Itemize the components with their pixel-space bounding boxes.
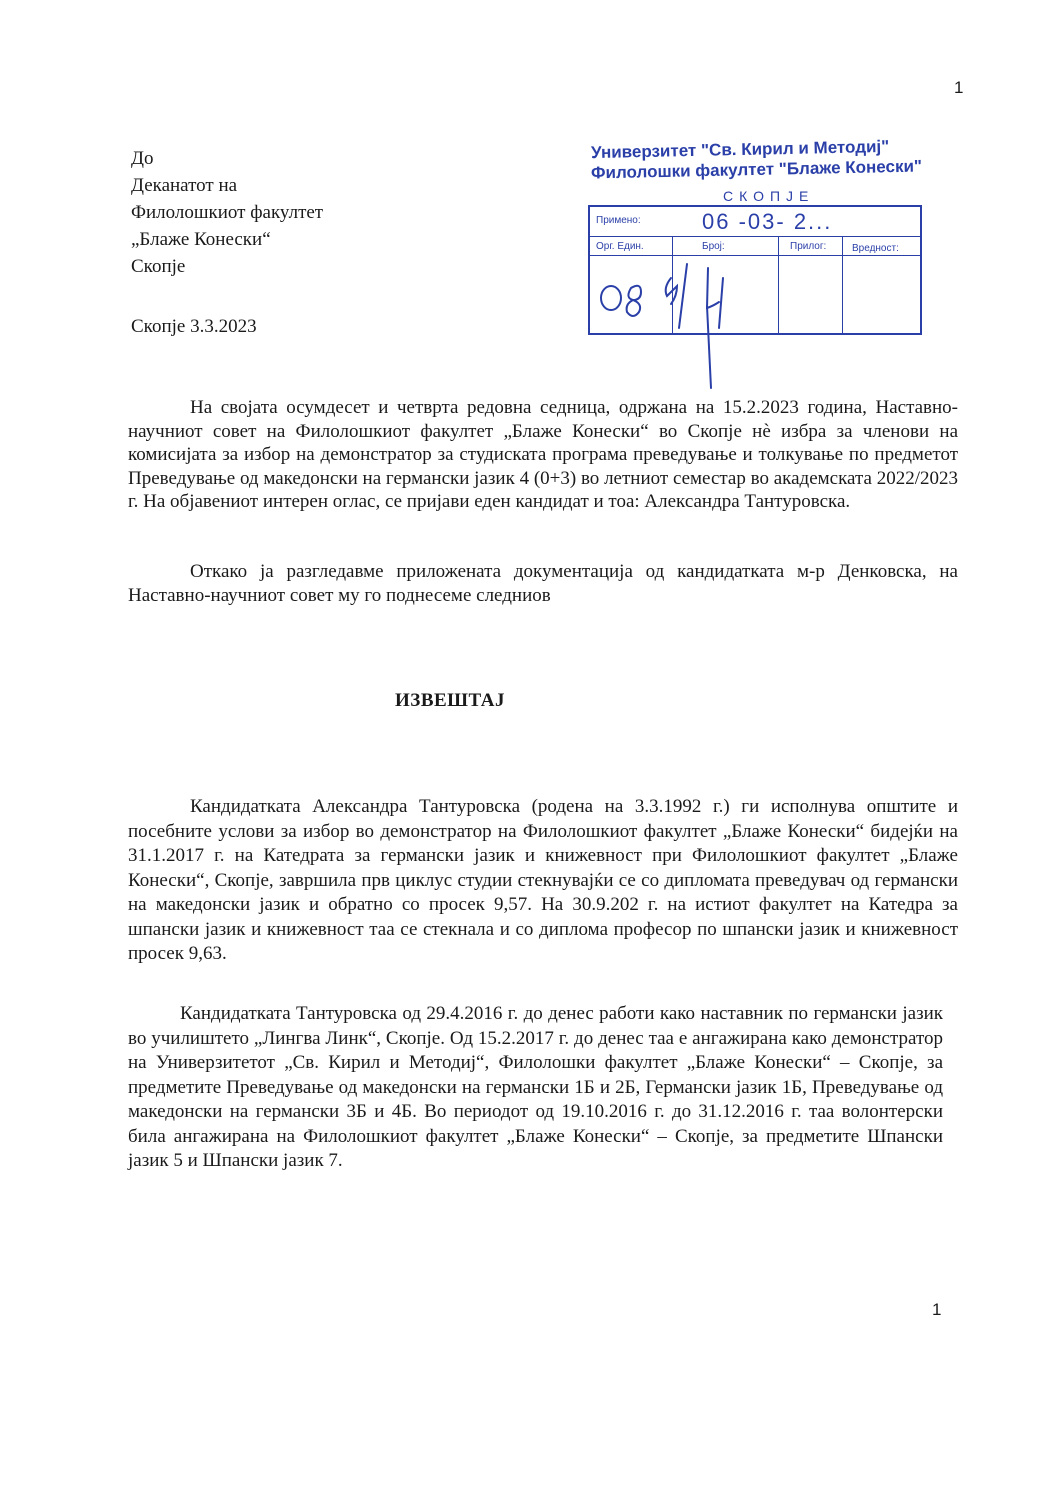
paragraph-text: Откако ја разгледавме приложената документација од кандидатката м-р Денковска, на Наставно-научниот совет му го поднесеме следниов xyxy=(128,561,958,606)
registry-stamp xyxy=(583,138,923,333)
document-date: Скопје 3.3.2023 xyxy=(131,316,257,337)
stamp-received-date: 06 -03- 2... xyxy=(702,209,833,234)
stamp-attachment-label: Прилог: xyxy=(790,241,827,252)
paragraph xyxy=(128,1002,943,1174)
paragraph-text: Кандидатката Александра Тантуровска (родена на 3.3.1992 г.) ги исполнува општите и посебните услови за избор во демонстратор на Филолошкиот факултет „Блаже Конески“ бидејќи на 31.1.2017 г. на Катедрата за германски јазик и книжевност при Филолошкиот факултет „Блаже Конески“, Скопје, завршила прв циклус студии стекнувајќи се со дипломата преведувач од германски на македонски јазик и обратно со просек 9,57. На 30.9.202 г. на истиот факултет на Катедра за шпански јазик и книжевност таа се стекнала и со диплома професор по шпански јазик и книжевност просек 9,63. xyxy=(128,796,958,964)
paragraph xyxy=(128,396,958,514)
paragraph xyxy=(128,795,958,967)
report-title: ИЗВЕШТАЈ xyxy=(395,690,505,711)
page-number-top: 1 xyxy=(954,78,964,97)
stamp-received-label: Примено: xyxy=(596,215,641,226)
stamp-number-label: Број: xyxy=(702,241,725,252)
recipient-address xyxy=(131,145,323,280)
paragraph xyxy=(128,560,958,607)
address-line: „Блаже Конески“ xyxy=(131,229,271,250)
address-line: Деканатот на xyxy=(131,175,238,196)
stamp-university: Универзитет "Св. Кирил и Методиј" xyxy=(590,136,890,163)
address-line: Скопје xyxy=(131,256,186,277)
stamp-faculty: Филолошки факултет "Блаже Конески" xyxy=(590,156,923,183)
handwritten-registry-number xyxy=(583,138,923,398)
paragraph-text: Кандидатката Тантуровска од 29.4.2016 г. до денес работи како наставник по германски јазик во училиштето „Лингва Линк“, Скопје. Од 15.2.2017 г. до денес таа е ангажирана како демонстратор на Универзитетот „Св. Кирил и Методиј“, Филолошки факултет „Блаже Конески“ – Скопје, за предметите Преведување од македонски на германски 1Б и 2Б, Германски јазик 1Б, Преведување од македонски на германски 3Б и 4Б. Во периодот од 19.10.2016 г. до 31.12.2016 г. таа волонтерски била ангажирана на Филолошкиот факултет „Блаже Конески“ – Скопје, за предметите Шпански јазик 5 и Шпански јазик 7. xyxy=(128,1003,943,1171)
address-line: Филолошкиот факултет xyxy=(131,202,324,223)
address-line: До xyxy=(131,148,154,169)
stamp-value-label: Вредност: xyxy=(852,243,899,254)
stamp-city: СКОПЈЕ xyxy=(723,188,815,204)
page-number-bottom: 1 xyxy=(932,1300,942,1319)
stamp-org-label: Орг. Един. xyxy=(596,241,644,252)
paragraph-text: На својата осумдесет и четврта редовна седница, одржана на 15.2.2023 година, Наставно-научниот совет на Филолошкиот факултет „Блаже Конески“ во Скопје нè избра за членови на комисијата за избор на демонстратор за студиската програма преведување и толкување по предметот Преведување од македонски на германски јазик 4 (0+3) во летниот семестар во академската 2022/2023 г. На објавениот интерен оглас, се пријави еден кандидат и тоа: Александра Тантуровска. xyxy=(128,397,958,512)
